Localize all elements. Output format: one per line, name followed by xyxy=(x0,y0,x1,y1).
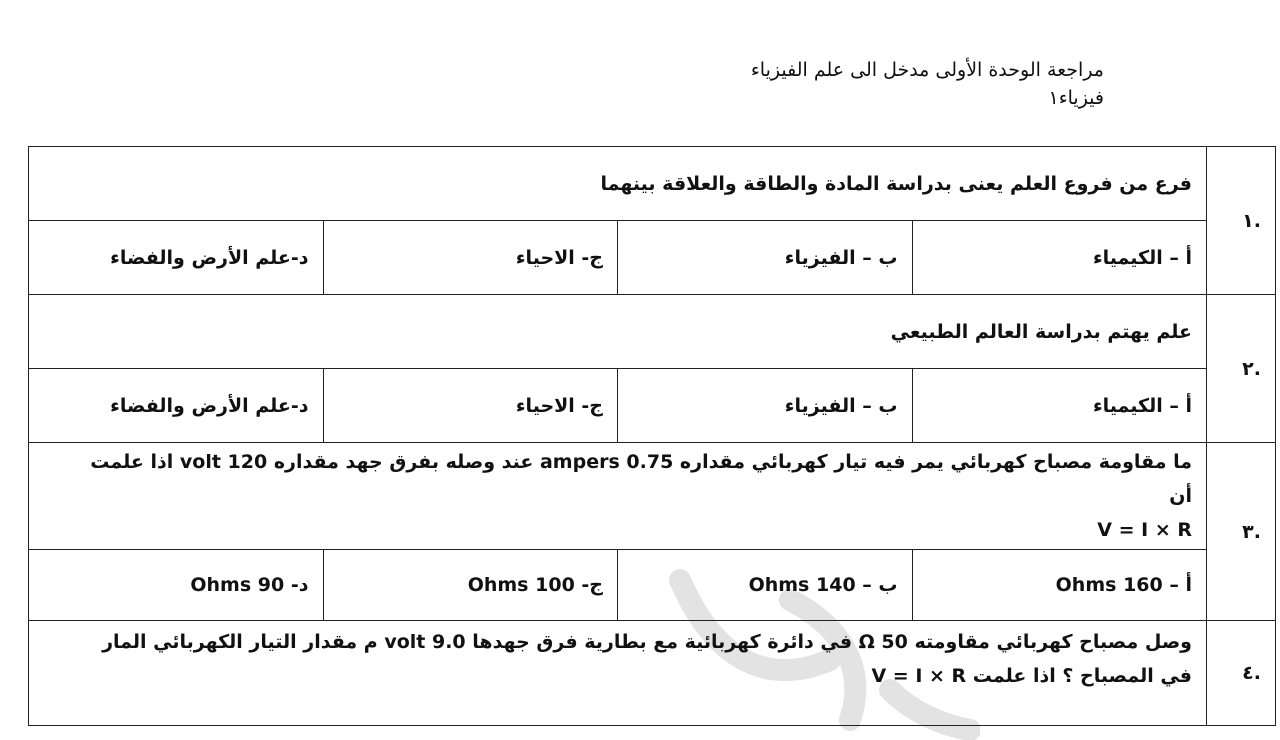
question-row xyxy=(29,147,1276,221)
question-number: .١ xyxy=(1207,147,1276,295)
question-row xyxy=(29,443,1276,550)
question-number: .٣ xyxy=(1207,443,1276,621)
options-row xyxy=(29,221,1276,295)
option-a[interactable]: أ – الكيمياء xyxy=(912,369,1207,443)
document-subtitle: فيزياء١ xyxy=(1048,87,1104,109)
option-a[interactable]: أ – 160 Ohms xyxy=(912,550,1207,621)
question-text-line: ما مقاومة مصباح كهربائي يمر فيه تيار كهربائي مقداره 0.75 ampers عند وصله بفرق جهد مقداره 120 volt اذا علمت xyxy=(90,451,1192,473)
question-text-line: في المصباح ؟ اذا علمت xyxy=(972,665,1192,687)
document-header xyxy=(584,56,1104,112)
question-text: علم يهتم بدراسة العالم الطبيعي xyxy=(29,295,1207,369)
options-row xyxy=(29,550,1276,621)
questions-table xyxy=(28,146,1276,726)
question-number: .٢ xyxy=(1207,295,1276,443)
option-d[interactable]: د- 90 Ohms xyxy=(29,550,324,621)
formula: V = I × R xyxy=(1097,519,1192,541)
option-b[interactable]: ب – الفيزياء xyxy=(618,221,913,295)
option-a[interactable]: أ – الكيمياء xyxy=(912,221,1207,295)
option-d[interactable]: د-علم الأرض والفضاء xyxy=(29,221,324,295)
option-b[interactable]: ب – الفيزياء xyxy=(618,369,913,443)
question-text xyxy=(29,443,1207,550)
question-row xyxy=(29,621,1276,726)
question-row xyxy=(29,295,1276,369)
document-title: مراجعة الوحدة الأولى مدخل الى علم الفيزياء xyxy=(750,59,1104,81)
option-d[interactable]: د-علم الأرض والفضاء xyxy=(29,369,324,443)
option-c[interactable]: ج- الاحياء xyxy=(323,369,618,443)
option-c[interactable]: ج- الاحياء xyxy=(323,221,618,295)
formula: V = I × R xyxy=(871,665,967,687)
question-text-line: أن xyxy=(1169,485,1192,507)
option-c[interactable]: ج- 100 Ohms xyxy=(323,550,618,621)
question-text-line: وصل مصباح كهربائي مقاومته Ω 50 في دائرة كهربائية مع بطارية فرق جهدها 9.0 volt م مقدار التيار الكهربائي المار xyxy=(102,631,1192,653)
question-text: فرع من فروع العلم يعنى بدراسة المادة والطاقة والعلاقة بينهما xyxy=(29,147,1207,221)
option-b[interactable]: ب – 140 Ohms xyxy=(618,550,913,621)
question-number: .٤ xyxy=(1207,621,1276,726)
options-row xyxy=(29,369,1276,443)
question-text xyxy=(29,621,1207,726)
